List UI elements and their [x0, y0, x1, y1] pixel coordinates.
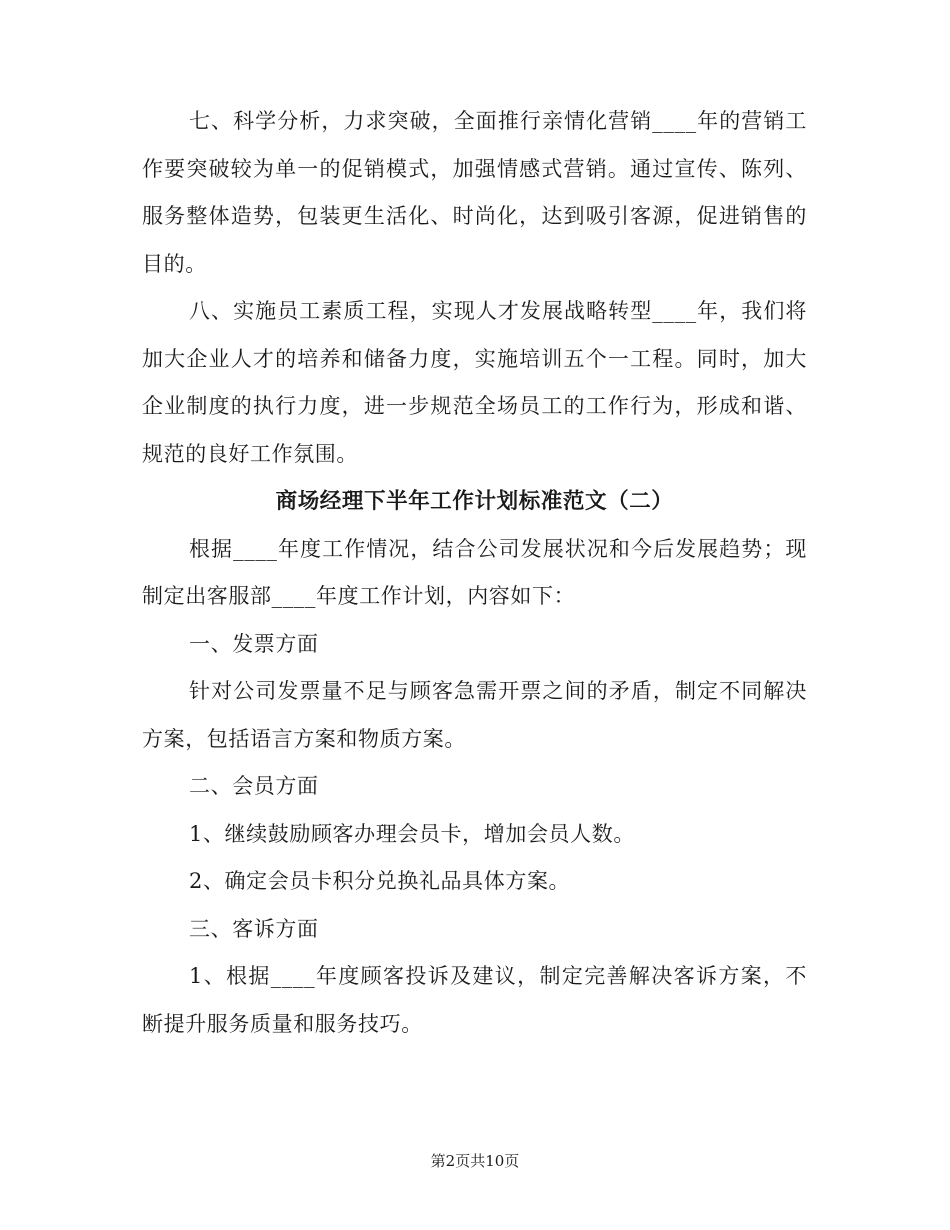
- paragraph-invoice: 针对公司发票量不足与顾客急需开票之间的矛盾，制定不同解决方案，包括语言方案和物质方案。: [142, 679, 807, 751]
- document-heading: 商场经理下半年工作计划标准范文（二）: [275, 489, 674, 514]
- section-heading-invoice: 一、发票方面: [189, 631, 319, 656]
- list-item-membership-1: 1、继续鼓励顾客办理会员卡，增加会员人数。: [189, 821, 635, 846]
- section-heading-complaints: 三、客诉方面: [189, 916, 319, 941]
- page-number-footer: 第2页共10页: [430, 1152, 520, 1170]
- section-heading-membership: 二、会员方面: [189, 774, 319, 798]
- paragraph-section-8: 八、实施员工素质工程，实现人才发展战略转型____年，我们将加大企业人才的培养和储备力度，实施培训五个一工程。同时，加大企业制度的执行力度，进一步规范全场员工的工作行为，形成和谐、规范的良好工作氛围。: [142, 299, 807, 466]
- document-body: [142, 98, 807, 1048]
- list-item-complaints-1: 1、根据____年度顾客投诉及建议，制定完善解决客诉方案，不断提升服务质量和服务技巧。: [142, 964, 807, 1036]
- paragraph-section-7: 七、科学分析，力求突破，全面推行亲情化营销____年的营销工作要突破较为单一的促销模式，加强情感式营销。通过宣传、陈列、服务整体造势，包装更生活化、时尚化，达到吸引客源，促进销售的目的。: [142, 109, 807, 276]
- paragraph-intro: 根据____年度工作情况，结合公司发展状况和今后发展趋势；现制定出客服部____年度工作计划，内容如下：: [142, 536, 807, 608]
- list-item-membership-2: 2、确定会员卡积分兑换礼品具体方案。: [189, 869, 571, 893]
